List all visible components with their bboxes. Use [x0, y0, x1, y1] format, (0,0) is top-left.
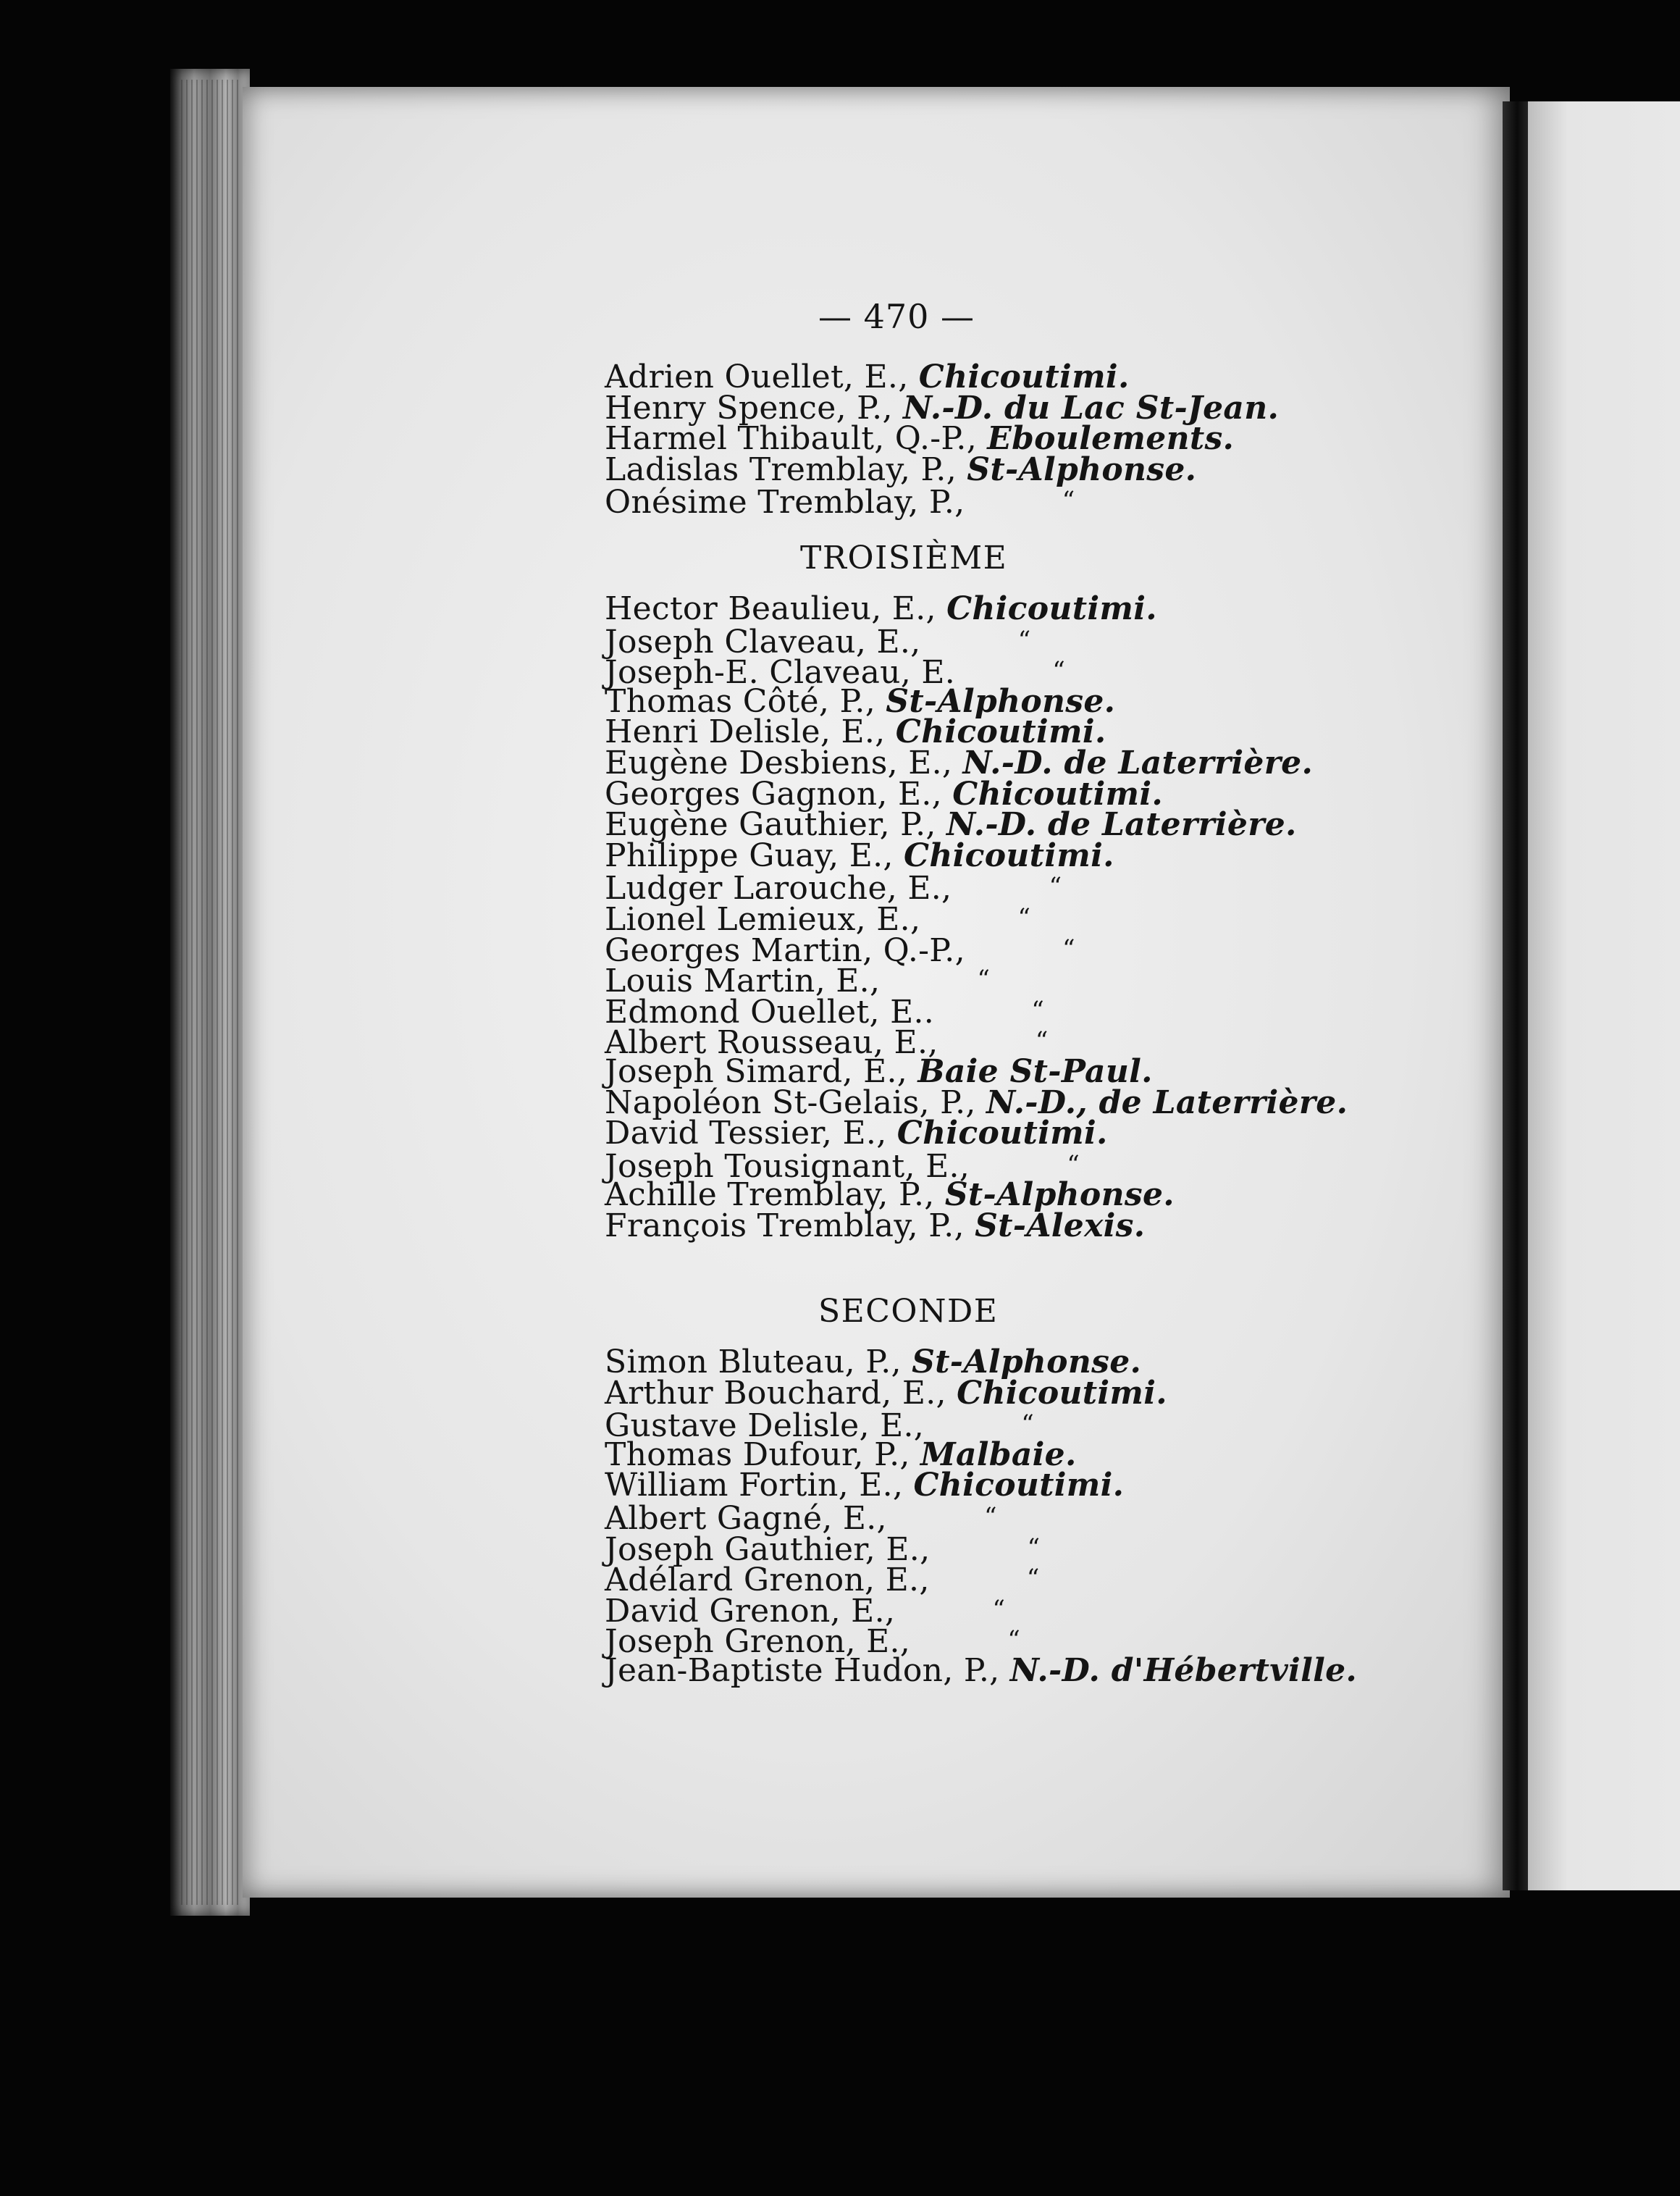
list-item: [605, 1562, 1357, 1599]
entry-name: William Fortin, E.,: [605, 1467, 914, 1504]
list-item: [605, 837, 1348, 874]
list-item: [605, 1530, 1357, 1568]
entry-name: Ladislas Tremblay, P.,: [605, 450, 967, 488]
heading-troisieme: TROISIÈME: [800, 540, 1008, 577]
list-item: [605, 1374, 1357, 1412]
entry-place: Chicoutimi.: [918, 359, 1130, 395]
entry-place: Chicoutimi.: [946, 590, 1157, 627]
entry-place: Chicoutimi.: [895, 713, 1106, 751]
list-item: [605, 450, 1279, 488]
entries-group-seconde: [605, 1344, 1358, 1689]
list-item: [605, 775, 1348, 813]
page-edges: [181, 80, 239, 1905]
ditto-mark: “: [1026, 1564, 1040, 1593]
entry-name: Louis Martin, E.,: [605, 963, 891, 1000]
entries-group-1: [605, 359, 1280, 521]
entry-place: Baie St-Paul.: [917, 1052, 1153, 1090]
entry-name: Albert Gagné, E.,: [605, 1499, 898, 1537]
list-item: [605, 623, 1348, 661]
entry-place: N.-D. de Laterrière.: [962, 744, 1314, 781]
entry-name: Henry Spence, P.,: [605, 389, 904, 427]
entry-place: St-Alphonse.: [944, 1176, 1175, 1214]
entry-name: Adélard Grenon, E.,: [605, 1562, 940, 1599]
entry-name: Simon Bluteau, P.,: [605, 1344, 912, 1380]
entry-place: Chicoutimi.: [896, 1115, 1108, 1152]
entry-place: N.-D. d'Hébertville.: [1009, 1651, 1358, 1689]
ditto-mark: “: [1031, 995, 1045, 1025]
ditto-mark: “: [992, 1594, 1006, 1624]
list-item: [605, 1115, 1348, 1152]
ditto-mark: “: [984, 1501, 997, 1531]
list-item: [605, 870, 1348, 908]
list-item: [605, 1084, 1348, 1121]
entry-place: N.-D., de Laterrière.: [986, 1084, 1348, 1121]
entry-name: Georges Gagnon, E.,: [605, 775, 953, 813]
ditto-mark: “: [1049, 872, 1062, 902]
entry-place: St-Alphonse.: [967, 450, 1197, 488]
entry-name: Joseph Claveau, E.,: [605, 623, 931, 661]
entry-name: Philippe Guay, E.,: [605, 837, 904, 874]
list-item: [605, 1499, 1357, 1537]
entry-place: N.-D. de Laterrière.: [946, 806, 1297, 844]
list-item: [605, 1651, 1358, 1689]
list-item: [605, 993, 1348, 1031]
entry-name: Thomas Dufour, P.,: [605, 1436, 920, 1473]
entry-name: François Tremblay, P.,: [605, 1207, 975, 1244]
ditto-mark: “: [1035, 1026, 1049, 1056]
entry-name: Harmel Thibault, Q.-P.,: [605, 420, 988, 458]
entry-name: Arthur Bouchard, E.,: [605, 1374, 957, 1412]
list-item: [605, 931, 1348, 969]
entry-name: Hector Beaulieu, E.,: [605, 590, 947, 627]
entry-name: Jean-Baptiste Hudon, P.,: [605, 1651, 1010, 1689]
entry-name: Joseph Gauthier, E.,: [605, 1530, 941, 1568]
list-item: [605, 1467, 1357, 1504]
ditto-mark: “: [1062, 486, 1075, 516]
entry-name: David Grenon, E.,: [605, 1592, 906, 1630]
list-item: [605, 359, 1279, 395]
list-item: [605, 744, 1348, 781]
entry-name: Lionel Lemieux, E.,: [605, 900, 931, 938]
list-item: [605, 1407, 1357, 1445]
list-item: [605, 654, 1348, 692]
entry-place: Chicoutimi.: [957, 1374, 1167, 1412]
list-item: [605, 1623, 1357, 1661]
entry-place: Malbaie.: [920, 1436, 1077, 1473]
entry-name: Achille Tremblay, P.,: [605, 1176, 945, 1214]
list-item: [605, 389, 1280, 427]
list-item: [605, 1592, 1357, 1630]
ditto-mark: “: [1017, 902, 1031, 932]
list-item: [605, 1176, 1348, 1214]
ditto-mark: “: [1017, 625, 1031, 655]
entry-name: Edmond Ouellet, E..: [605, 993, 945, 1031]
entry-name: David Tessier, E.,: [605, 1115, 897, 1152]
entry-name: Georges Martin, Q.-P.,: [605, 931, 976, 969]
book-gutter: [1503, 101, 1532, 1890]
entry-name: Albert Rousseau, E.,: [605, 1024, 949, 1062]
list-item: [605, 713, 1348, 751]
entry-name: Joseph Tousignant, E.,: [605, 1147, 980, 1185]
entry-name: Ludger Larouche, E.,: [605, 870, 962, 908]
entry-place: Chicoutimi.: [904, 837, 1114, 874]
right-page-edge: [1528, 101, 1680, 1890]
ditto-mark: “: [1067, 1149, 1080, 1179]
entry-name: Onésime Tremblay, P.,: [605, 484, 975, 521]
list-item: [605, 1344, 1357, 1380]
ditto-mark: “: [1007, 1625, 1021, 1655]
list-item: [605, 484, 1279, 521]
ditto-mark: “: [1062, 934, 1075, 963]
entry-place: Chicoutimi.: [913, 1467, 1125, 1504]
list-item: [605, 420, 1279, 458]
entry-name: Eugène Gauthier, P.,: [605, 806, 946, 844]
list-item: [605, 806, 1348, 844]
entry-name: Napoléon St-Gelais, P.,: [605, 1084, 986, 1121]
entry-name: Thomas Côté, P.,: [605, 682, 886, 720]
entries-group-troisieme: [605, 590, 1348, 1244]
entry-name: Joseph Grenon, E.,: [605, 1623, 921, 1661]
list-item: [605, 1436, 1357, 1473]
entry-name: Adrien Ouellet, E.,: [605, 359, 919, 395]
entry-name: Eugène Desbiens, E.,: [605, 744, 963, 781]
entry-place: Chicoutimi.: [952, 775, 1164, 813]
ditto-mark: “: [977, 965, 991, 994]
entry-place: N.-D. du Lac St-Jean.: [903, 389, 1280, 427]
entry-name: Joseph-E. Claveau, E.: [605, 654, 966, 692]
list-item: [605, 1052, 1348, 1090]
list-item: [605, 1207, 1348, 1244]
list-item: [605, 1147, 1348, 1185]
list-item: [605, 963, 1348, 1000]
entry-name: Henri Delisle, E.,: [605, 713, 896, 751]
ditto-mark: “: [1021, 1409, 1035, 1439]
list-item: [605, 1024, 1348, 1062]
entry-place: St-Alexis.: [975, 1207, 1146, 1244]
list-item: [605, 682, 1348, 720]
list-item: [605, 590, 1348, 627]
heading-seconde: SECONDE: [818, 1293, 999, 1330]
ditto-mark: “: [1027, 1533, 1041, 1562]
page-number: — 470 —: [818, 297, 975, 336]
entry-name: Joseph Simard, E.,: [605, 1052, 918, 1090]
entry-place: Eboulements.: [987, 420, 1235, 458]
entry-place: St-Alphonse.: [886, 682, 1116, 720]
list-item: [605, 900, 1348, 938]
ditto-mark: “: [1052, 656, 1066, 686]
entry-name: Gustave Delisle, E.,: [605, 1407, 935, 1445]
entry-place: St-Alphonse.: [912, 1344, 1142, 1380]
